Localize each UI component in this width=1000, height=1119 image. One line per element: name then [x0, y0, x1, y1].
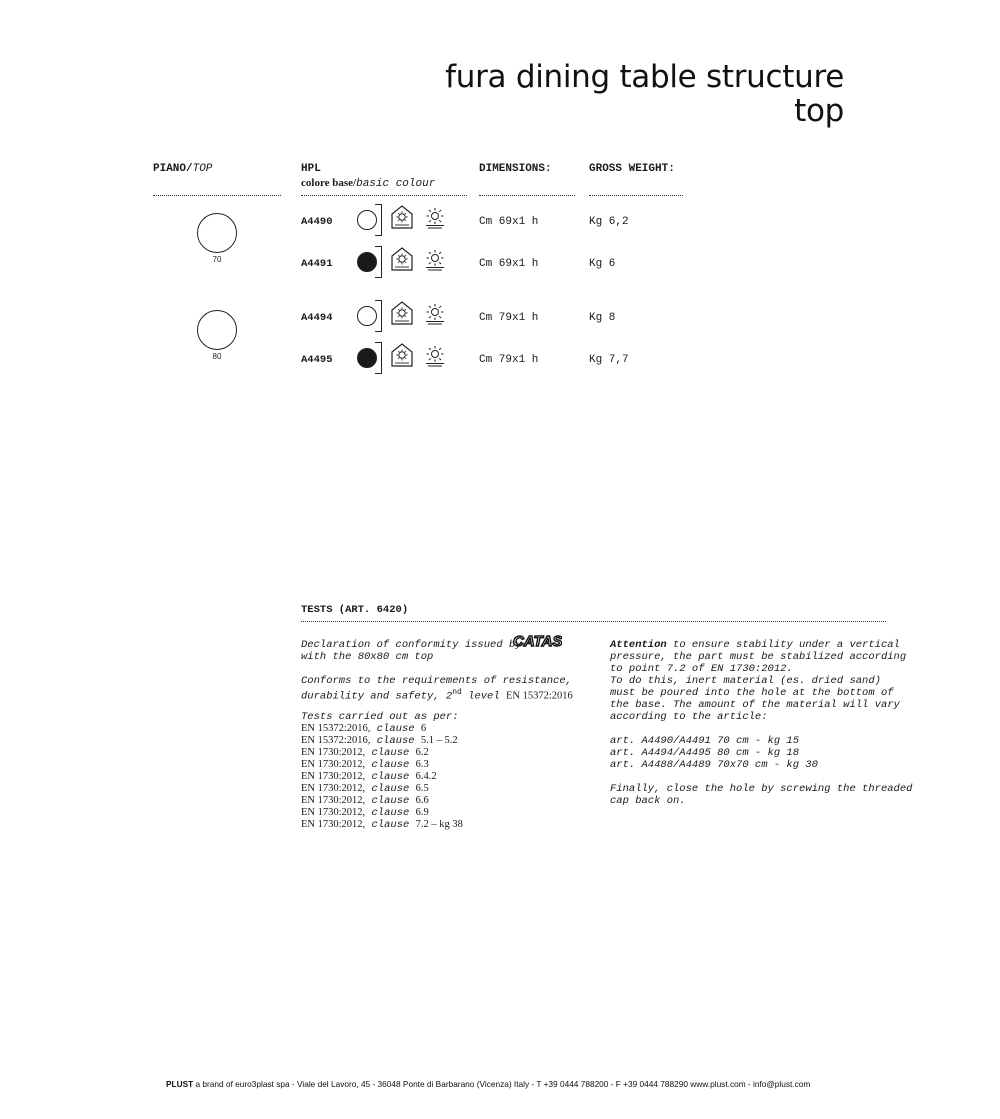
- outdoor-sun-icon: [423, 248, 447, 277]
- header-dimensions: DIMENSIONS:: [479, 163, 552, 175]
- tests-heading: TESTS (ART. 6420): [301, 604, 409, 616]
- article-weight-item: art. A4494/A4495 80 cm - kg 18: [610, 747, 800, 759]
- outdoor-sun-icon: [423, 344, 447, 373]
- standards-list: [301, 723, 463, 831]
- header-weight: GROSS WEIGHT:: [589, 163, 675, 175]
- attention-line: to point 7.2 of EN 1730:2012.: [610, 663, 793, 675]
- bracket-icon: [375, 300, 382, 332]
- outdoor-sun-icon: [423, 206, 447, 235]
- divider: [589, 195, 683, 196]
- svg-text:CATAS: CATAS: [513, 633, 562, 649]
- divider: [301, 621, 886, 622]
- article-weight-item: art. A4488/A4489 70x70 cm - kg 30: [610, 759, 818, 771]
- divider: [301, 195, 467, 196]
- attention-line: must be poured into the hole at the bottom of: [610, 687, 894, 699]
- standard-item: EN 1730:2012, clause 6.3: [301, 759, 429, 771]
- dimensions-value: Cm 79x1 h: [479, 312, 539, 324]
- bracket-icon: [375, 342, 382, 374]
- article-code: A4495: [301, 354, 333, 366]
- indoor-house-icon: [390, 246, 414, 277]
- standard-item: EN 15372:2016, clause 6: [301, 723, 427, 735]
- indoor-house-icon: [390, 342, 414, 373]
- attention-line: To do this, inert material (es. dried sand): [610, 675, 881, 687]
- round-top-70-icon: [197, 213, 237, 253]
- attention-line: the base. The amount of the material will vary: [610, 699, 900, 711]
- standard-item: EN 1730:2012, clause 7.2 – kg 38: [301, 819, 463, 831]
- standard-item: EN 1730:2012, clause 6.2: [301, 747, 429, 759]
- top-size-label: 80: [212, 352, 222, 361]
- white-colour-swatch-icon: [357, 306, 377, 326]
- white-colour-swatch-icon: [357, 210, 377, 230]
- article-weight-item: art. A4490/A4491 70 cm - kg 15: [610, 735, 800, 747]
- weight-value: Kg 6,2: [589, 216, 629, 228]
- conforms-text: Conforms to the requirements of resistance, durability and safety, 2nd level EN 15372:2016: [301, 675, 573, 703]
- dimensions-value: Cm 69x1 h: [479, 216, 539, 228]
- footer: PLUST a brand of euro3plast spa - Viale del Lavoro, 45 - 36048 Ponte di Barbarano (Vicenza) Italy - T +39 0444 788200 - F +39 0444 788290 www.plust.com - info@plust.com: [166, 1079, 811, 1089]
- black-colour-swatch-icon: [357, 252, 377, 272]
- outdoor-sun-icon: [423, 302, 447, 331]
- declaration-text: Declaration of conformity issued by with the 80x80 cm top: [301, 639, 522, 663]
- attention-text: Attention to ensure stability under a vertical: [610, 639, 900, 651]
- top-size-label: 70: [212, 255, 222, 264]
- standard-item: EN 15372:2016, clause 5.1 – 5.2: [301, 735, 458, 747]
- weight-value: Kg 8: [589, 312, 616, 324]
- weight-value: Kg 6: [589, 258, 616, 270]
- page-subtitle: top: [794, 93, 844, 129]
- attention-line: according to the article:: [610, 711, 768, 723]
- header-top: PIANO/TOP: [153, 163, 213, 175]
- header-colour: colore base/basic colour: [301, 177, 436, 190]
- catas-logo: [512, 632, 562, 649]
- finally-line: Finally, close the hole by screwing the threaded: [610, 783, 913, 795]
- standard-item: EN 1730:2012, clause 6.9: [301, 807, 429, 819]
- standard-item: EN 1730:2012, clause 6.5: [301, 783, 429, 795]
- tests-carried-out: Tests carried out as per:: [301, 711, 459, 723]
- finally-text: [610, 783, 912, 807]
- articles-list: [610, 735, 818, 771]
- article-code: A4490: [301, 216, 333, 228]
- dimensions-value: Cm 79x1 h: [479, 354, 539, 366]
- divider: [479, 195, 575, 196]
- weight-value: Kg 7,7: [589, 354, 629, 366]
- finally-line: cap back on.: [610, 795, 686, 807]
- article-code: A4494: [301, 312, 333, 324]
- round-top-80-icon: [197, 310, 237, 350]
- indoor-house-icon: [390, 204, 414, 235]
- black-colour-swatch-icon: [357, 348, 377, 368]
- page-title: fura dining table structure: [445, 59, 844, 95]
- bracket-icon: [375, 204, 382, 236]
- indoor-house-icon: [390, 300, 414, 331]
- attention-line: pressure, the part must be stabilized according: [610, 651, 907, 663]
- header-hpl: HPL: [301, 163, 321, 175]
- dimensions-value: Cm 69x1 h: [479, 258, 539, 270]
- bracket-icon: [375, 246, 382, 278]
- article-code: A4491: [301, 258, 333, 270]
- standard-item: EN 1730:2012, clause 6.4.2: [301, 771, 437, 783]
- attention-lines: [610, 651, 906, 723]
- standard-item: EN 1730:2012, clause 6.6: [301, 795, 429, 807]
- divider: [153, 195, 281, 196]
